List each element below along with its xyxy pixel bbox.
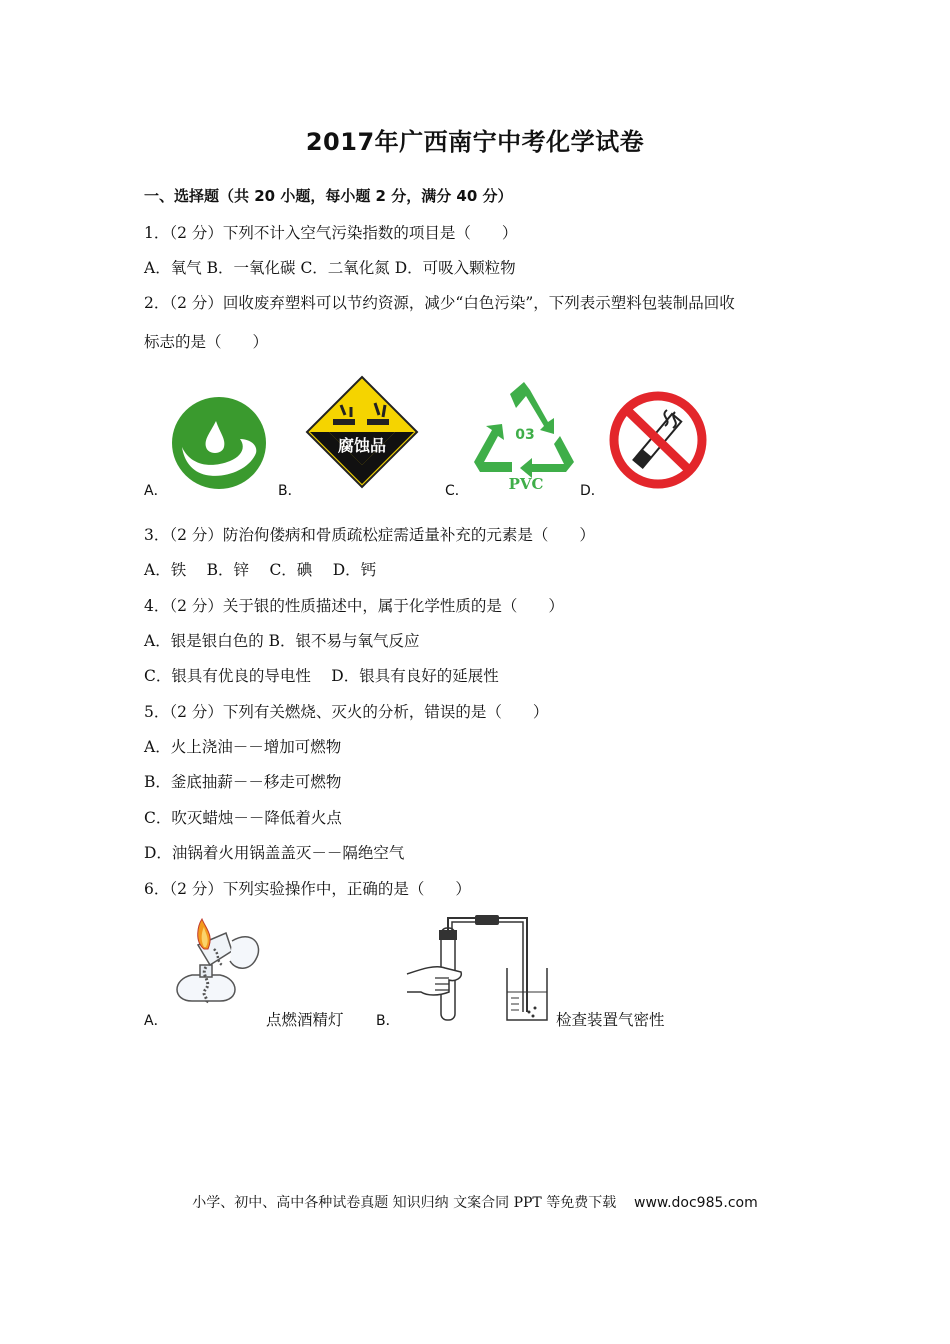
question-3-stem: 3．（2 分）防治佝偻病和骨质疏松症需适量补充的元素是（ ） bbox=[144, 526, 595, 544]
question-2-label-b: B． bbox=[278, 483, 302, 499]
question-2-label-d: D． bbox=[580, 483, 605, 499]
question-5-option-a: A．火上浇油－－增加可燃物 bbox=[144, 738, 342, 756]
question-5-option-c: C．吹灭蜡烛－－降低着火点 bbox=[144, 809, 342, 827]
water-saving-logo-icon bbox=[170, 395, 268, 491]
page-title: 2017年广西南宁中考化学试卷 bbox=[305, 128, 645, 156]
recycling-number: 03 bbox=[515, 427, 535, 443]
question-6-label-b: B． bbox=[376, 1013, 400, 1029]
page-footer bbox=[0, 1192, 950, 1212]
footer-text: 小学、初中、高中各种试卷真题 知识归纳 文案合同 PPT 等免费下载 bbox=[192, 1195, 617, 1211]
airtightness-check-apparatus-icon bbox=[405, 912, 555, 1024]
section-heading: 一、选择题（共 20 小题，每小题 2 分，满分 40 分） bbox=[144, 187, 513, 205]
recycling-pvc-icon bbox=[470, 378, 580, 493]
question-5-option-b: B．釜底抽薪－－移走可燃物 bbox=[144, 773, 342, 791]
question-4-stem: 4．（2 分）关于银的性质描述中，属于化学性质的是（ ） bbox=[144, 597, 564, 615]
corrosive-sign-label: 腐蚀品 bbox=[337, 436, 387, 455]
question-2-label-c: C． bbox=[445, 483, 469, 499]
question-5-option-d: D．油锅着火用锅盖盖灭－－隔绝空气 bbox=[144, 844, 405, 862]
question-2-stem-line1: 2．（2 分）回收废弃塑料可以节约资源，减少“白色污染”，下列表示塑料包装制品回收 bbox=[144, 294, 735, 312]
question-4-options-line1: A．银是银白色的 B．银不易与氧气反应 bbox=[144, 632, 420, 650]
question-4-options-line2: C．银具有优良的导电性 D．银具有良好的延展性 bbox=[144, 667, 499, 685]
question-2-stem-line2: 标志的是（ ） bbox=[144, 333, 269, 351]
footer-link[interactable]: www.doc985.com bbox=[634, 1195, 758, 1211]
question-1-stem: 1．（2 分）下列不计入空气污染指数的项目是（ ） bbox=[144, 224, 518, 242]
question-2-label-a: A． bbox=[144, 483, 168, 499]
question-6-caption-b: 检查装置气密性 bbox=[556, 1011, 665, 1029]
question-3-options: A．铁 B．锌 C．碘 D．钙 bbox=[144, 561, 377, 579]
no-smoking-icon bbox=[607, 390, 709, 490]
question-5-stem: 5．（2 分）下列有关燃烧、灭火的分析，错误的是（ ） bbox=[144, 703, 549, 721]
question-1-options: A．氧气 B．一氧化碳 C．二氧化氮 D．可吸入颗粒物 bbox=[144, 259, 516, 277]
corrosive-hazard-icon bbox=[305, 375, 419, 489]
question-6-stem: 6．（2 分）下列实验操作中，正确的是（ ） bbox=[144, 880, 471, 898]
question-6-label-a: A． bbox=[144, 1013, 168, 1029]
recycling-material-label: PVC bbox=[508, 475, 544, 493]
question-6-caption-a: 点燃酒精灯 bbox=[266, 1011, 344, 1029]
alcohol-lamp-lighting-icon bbox=[170, 915, 268, 1023]
